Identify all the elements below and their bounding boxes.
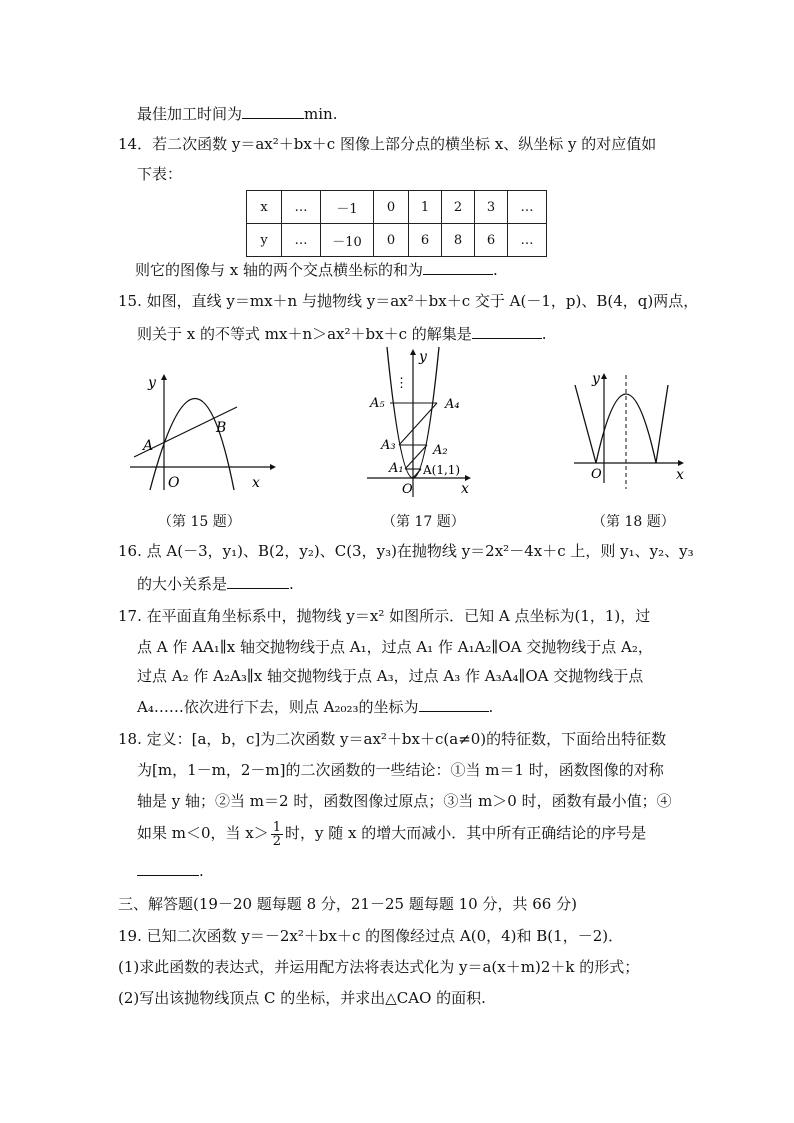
figure-15 xyxy=(120,365,280,495)
point-b-label: B xyxy=(216,420,227,436)
q17-blank xyxy=(419,697,489,712)
q14-end: . xyxy=(493,261,498,279)
q18-line2: 为[m，1－m，2－m]的二次函数的一些结论：①当 m＝1 时，函数图像的对称 xyxy=(137,761,664,779)
q16-line1: 16. 点 A(－3，y₁)、B(2，y₂)、C(3，y₃)在抛物线 y＝2x²－4x＋c 上，则 y₁、y₂、y₃ xyxy=(118,542,694,560)
table-cell: 0 xyxy=(374,224,409,257)
table-cell: … xyxy=(282,224,321,257)
q18-blank xyxy=(137,861,199,876)
value-table xyxy=(246,190,547,257)
fraction-one-half xyxy=(271,821,283,848)
section-3-heading: 三、解答题(19－20 题每题 8 分，21－25 题每题 10 分，共 66 分) xyxy=(118,895,577,913)
q17-line2: 点 A 作 AA₁∥x 轴交抛物线于点 A₁，过点 A₁ 作 A₁A₂∥OA 交抛物线于点 A₂， xyxy=(137,638,653,656)
q15-line1: 15. 如图，直线 y＝mx＋n 与抛物线 y＝ax²＋bx＋c 交于 A(－1，p)、B(4，q)两点， xyxy=(118,292,699,310)
table-cell: 8 xyxy=(442,224,475,257)
table-cell: －1 xyxy=(321,191,374,224)
q15-blank xyxy=(472,324,542,339)
q19-line3: (2)写出该抛物线顶点 C 的坐标，并求出△CAO 的面积. xyxy=(118,989,486,1007)
y-axis-arrow xyxy=(601,373,607,379)
x-label: x xyxy=(676,467,684,483)
segment-a3a4 xyxy=(399,403,437,445)
q14-line1: 14．若二次函数 y＝ax²＋bx＋c 图像上部分点的横坐标 x、纵坐标 y 的对应值如 xyxy=(118,135,657,153)
q14-blank xyxy=(423,260,493,275)
fraction-denominator: 2 xyxy=(272,833,282,849)
table-cell: －10 xyxy=(321,224,374,257)
q17-text: A₄……依次进行下去，则点 A₂₀₂₃的坐标为 xyxy=(137,698,419,716)
q14-text: 则它的图像与 x 轴的两个交点横坐标的和为 xyxy=(135,261,423,279)
q15-line2 xyxy=(137,324,547,344)
table-cell: 3 xyxy=(475,191,508,224)
x-label: x xyxy=(461,481,469,497)
table-cell: … xyxy=(508,224,547,257)
q18-end: . xyxy=(199,862,204,880)
q18-line1: 18. 定义：[a，b，c]为二次函数 y＝ax²＋bx＋c(a≠0)的特征数，下面给出特征数 xyxy=(118,730,667,748)
figure-15-caption: （第 15 题） xyxy=(158,514,241,530)
a-label: A(1,1) xyxy=(423,463,461,477)
table-cell: 2 xyxy=(442,191,475,224)
q16-end: . xyxy=(289,575,294,593)
q17-line3: 过点 A₂ 作 A₂A₃∥x 轴交抛物线于点 A₃，过点 A₃ 作 A₃A₄∥OA 交抛物线于点 xyxy=(137,667,644,685)
q16-text: 的大小关系是 xyxy=(137,575,228,593)
q18-line4 xyxy=(137,818,646,848)
figure-18 xyxy=(570,365,690,490)
x-axis-arrow xyxy=(678,460,684,466)
table-cell: … xyxy=(282,191,321,224)
y-label: y xyxy=(148,375,156,391)
q14-line2: 下表： xyxy=(137,165,183,183)
q18-line5 xyxy=(137,861,204,881)
point-a-label: A xyxy=(143,438,154,454)
q13-answer-line xyxy=(137,104,337,124)
a1-label: A₁ xyxy=(389,461,404,476)
q18-text-a: 如果 m＜0，当 x＞ xyxy=(137,824,269,842)
fraction-numerator: 1 xyxy=(272,819,282,835)
table-cell: 1 xyxy=(409,191,442,224)
parabola xyxy=(150,399,234,491)
table-cell: 6 xyxy=(409,224,442,257)
y-axis-arrow xyxy=(410,349,416,355)
table-cell: x xyxy=(247,191,282,224)
y-axis-arrow xyxy=(161,374,167,380)
x-label: x xyxy=(252,475,260,491)
table-cell: 0 xyxy=(374,191,409,224)
figure-18-caption: （第 18 题） xyxy=(592,514,675,530)
origin-label: O xyxy=(591,467,602,482)
x-axis-arrow xyxy=(270,464,276,470)
figure-17-caption: （第 17 题） xyxy=(382,514,465,530)
q18-text-b: 时，y 随 x 的增大而减小．其中所有正确结论的序号是 xyxy=(285,824,647,842)
q17-line1: 17. 在平面直角坐标系中，抛物线 y＝x² 如图所示．已知 A 点坐标为(1，1)，过 xyxy=(118,607,651,625)
q18-line3: 轴是 y 轴；②当 m＝2 时，函数图像过原点；③当 m＞0 时，函数有最小值；④ xyxy=(137,792,672,810)
q13-unit: min. xyxy=(304,105,338,123)
y-label: y xyxy=(592,371,600,387)
q17-end: . xyxy=(488,698,494,716)
abs-parabola-graph xyxy=(575,385,668,463)
table-cell: y xyxy=(247,224,282,257)
q19-line2: (1)求此函数的表达式，并运用配方法将表达式化为 y＝a(x＋m)2＋k 的形式； xyxy=(118,958,640,976)
q13-text: 最佳加工时间为 xyxy=(137,105,243,123)
q16-blank xyxy=(227,574,289,589)
table-row-x xyxy=(247,191,547,224)
origin-label: O xyxy=(402,482,413,497)
table-row-y xyxy=(247,224,547,257)
dots-label: ⋮ xyxy=(395,376,408,391)
a2-label: A₂ xyxy=(433,443,448,458)
figure-17 xyxy=(365,345,485,500)
origin-label: O xyxy=(168,475,180,491)
q15-end: . xyxy=(541,325,547,343)
segment-oa xyxy=(413,469,421,478)
q16-line2 xyxy=(137,574,294,594)
q14-line3 xyxy=(135,260,498,280)
a5-label: A₅ xyxy=(370,396,385,411)
q13-blank xyxy=(242,104,304,119)
q17-line4 xyxy=(137,697,493,717)
q15-text: 则关于 x 的不等式 mx＋n＞ax²＋bx＋c 的解集是 xyxy=(137,325,472,343)
table-cell: 6 xyxy=(475,224,508,257)
y-label: y xyxy=(419,349,427,365)
q19-line1: 19. 已知二次函数 y＝－2x²＋bx＋c 的图像经过点 A(0，4)和 B(1，－2)． xyxy=(118,927,624,945)
table-cell: … xyxy=(508,191,547,224)
a4-label: A₄ xyxy=(445,397,460,412)
a3-label: A₃ xyxy=(381,438,396,453)
